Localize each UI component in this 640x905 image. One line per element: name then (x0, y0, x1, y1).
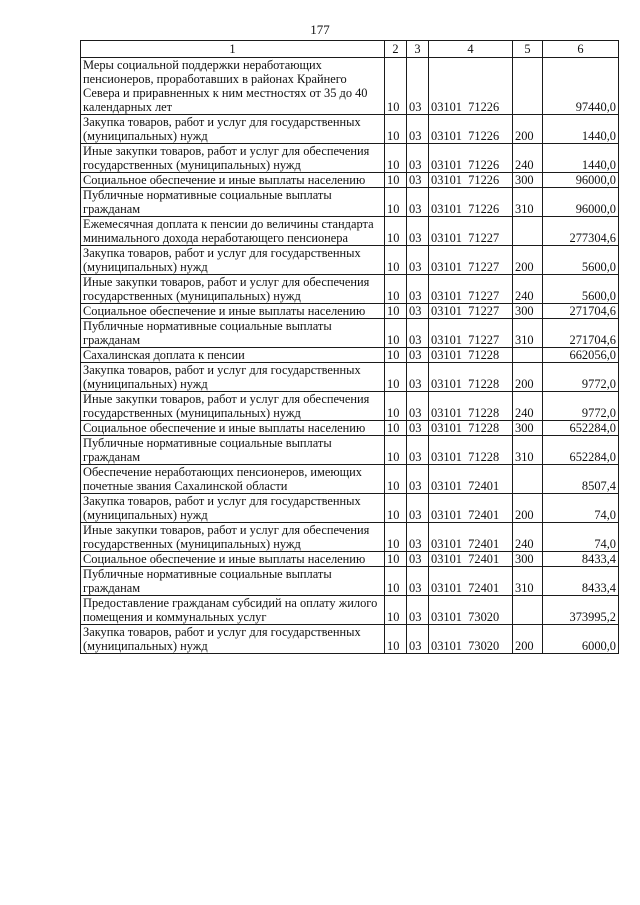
row-name-cell: Социальное обеспечение и иные выплаты населению (81, 173, 385, 188)
header-cell-name: 1 (81, 41, 385, 58)
row-section-cell: 10 (385, 217, 407, 246)
row-expense-type-cell (513, 465, 543, 494)
row-expense-type-cell: 200 (513, 246, 543, 275)
table-header-row (81, 41, 619, 58)
row-name-cell: Ежемесячная доплата к пенсии до величины стандарта минимального дохода неработающего пенсионера (81, 217, 385, 246)
row-target-article-cell: 03101 72401 (429, 523, 513, 552)
table-row (81, 348, 619, 363)
budget-table (80, 40, 619, 654)
header-cell-pr: 3 (407, 41, 429, 58)
row-sum-cell: 8507,4 (543, 465, 619, 494)
row-sum-cell: 8433,4 (543, 552, 619, 567)
row-target-article-cell: 03101 71226 (429, 115, 513, 144)
row-name-cell: Социальное обеспечение и иные выплаты населению (81, 552, 385, 567)
row-name-cell: Обеспечение неработающих пенсионеров, имеющих почетные звания Сахалинской области (81, 465, 385, 494)
row-section-cell: 10 (385, 523, 407, 552)
row-expense-type-cell: 200 (513, 494, 543, 523)
row-target-article-cell: 03101 71227 (429, 275, 513, 304)
row-name-cell: Иные закупки товаров, работ и услуг для обеспечения государственных (муниципальных) нужд (81, 144, 385, 173)
row-expense-type-cell (513, 348, 543, 363)
header-cell-csr: 4 (429, 41, 513, 58)
row-target-article-cell: 03101 71226 (429, 188, 513, 217)
row-section-cell: 10 (385, 421, 407, 436)
row-target-article-cell: 03101 71226 (429, 58, 513, 115)
table-row (81, 304, 619, 319)
table-row (81, 217, 619, 246)
row-sum-cell: 271704,6 (543, 304, 619, 319)
row-expense-type-cell: 200 (513, 363, 543, 392)
row-subsection-cell: 03 (407, 523, 429, 552)
table-row (81, 523, 619, 552)
row-subsection-cell: 03 (407, 363, 429, 392)
row-sum-cell: 8433,4 (543, 567, 619, 596)
row-sum-cell: 271704,6 (543, 319, 619, 348)
row-target-article-cell: 03101 71228 (429, 421, 513, 436)
row-sum-cell: 662056,0 (543, 348, 619, 363)
table-row (81, 246, 619, 275)
row-name-cell: Закупка товаров, работ и услуг для государственных (муниципальных) нужд (81, 494, 385, 523)
row-expense-type-cell: 240 (513, 392, 543, 421)
row-subsection-cell: 03 (407, 173, 429, 188)
row-expense-type-cell: 300 (513, 552, 543, 567)
row-name-cell: Публичные нормативные социальные выплаты гражданам (81, 319, 385, 348)
row-subsection-cell: 03 (407, 465, 429, 494)
row-expense-type-cell: 300 (513, 173, 543, 188)
row-name-cell: Закупка товаров, работ и услуг для государственных (муниципальных) нужд (81, 363, 385, 392)
table-row (81, 421, 619, 436)
table-row (81, 567, 619, 596)
row-section-cell: 10 (385, 188, 407, 217)
row-sum-cell: 652284,0 (543, 421, 619, 436)
row-target-article-cell: 03101 73020 (429, 625, 513, 654)
row-name-cell: Предоставление гражданам субсидий на оплату жилого помещения и коммунальных услуг (81, 596, 385, 625)
row-target-article-cell: 03101 71226 (429, 173, 513, 188)
row-sum-cell: 9772,0 (543, 392, 619, 421)
row-section-cell: 10 (385, 348, 407, 363)
row-section-cell: 10 (385, 173, 407, 188)
table-row (81, 363, 619, 392)
row-name-cell: Сахалинская доплата к пенсии (81, 348, 385, 363)
row-sum-cell: 1440,0 (543, 144, 619, 173)
row-expense-type-cell: 240 (513, 275, 543, 304)
row-subsection-cell: 03 (407, 144, 429, 173)
row-expense-type-cell (513, 217, 543, 246)
row-expense-type-cell: 200 (513, 625, 543, 654)
row-sum-cell: 5600,0 (543, 246, 619, 275)
row-section-cell: 10 (385, 567, 407, 596)
row-subsection-cell: 03 (407, 275, 429, 304)
row-subsection-cell: 03 (407, 217, 429, 246)
row-target-article-cell: 03101 71228 (429, 392, 513, 421)
table-row (81, 552, 619, 567)
row-expense-type-cell (513, 596, 543, 625)
row-subsection-cell: 03 (407, 115, 429, 144)
page-number: 177 (310, 22, 330, 37)
row-target-article-cell: 03101 71228 (429, 436, 513, 465)
header-cell-rz: 2 (385, 41, 407, 58)
row-section-cell: 10 (385, 552, 407, 567)
table-row (81, 188, 619, 217)
row-section-cell: 10 (385, 392, 407, 421)
row-expense-type-cell: 300 (513, 304, 543, 319)
row-sum-cell: 277304,6 (543, 217, 619, 246)
row-target-article-cell: 03101 71228 (429, 348, 513, 363)
row-section-cell: 10 (385, 319, 407, 348)
row-subsection-cell: 03 (407, 494, 429, 523)
row-expense-type-cell: 310 (513, 436, 543, 465)
row-subsection-cell: 03 (407, 567, 429, 596)
table-row (81, 275, 619, 304)
row-name-cell: Социальное обеспечение и иные выплаты населению (81, 421, 385, 436)
row-target-article-cell: 03101 71228 (429, 363, 513, 392)
row-expense-type-cell: 240 (513, 144, 543, 173)
header-cell-sum: 6 (543, 41, 619, 58)
row-target-article-cell: 03101 71227 (429, 319, 513, 348)
row-name-cell: Социальное обеспечение и иные выплаты населению (81, 304, 385, 319)
row-subsection-cell: 03 (407, 552, 429, 567)
row-subsection-cell: 03 (407, 319, 429, 348)
row-section-cell: 10 (385, 363, 407, 392)
row-sum-cell: 9772,0 (543, 363, 619, 392)
row-name-cell: Публичные нормативные социальные выплаты гражданам (81, 188, 385, 217)
row-name-cell: Публичные нормативные социальные выплаты гражданам (81, 436, 385, 465)
row-sum-cell: 1440,0 (543, 115, 619, 144)
row-section-cell: 10 (385, 246, 407, 275)
row-sum-cell: 6000,0 (543, 625, 619, 654)
row-name-cell: Иные закупки товаров, работ и услуг для обеспечения государственных (муниципальных) нужд (81, 523, 385, 552)
row-section-cell: 10 (385, 304, 407, 319)
row-subsection-cell: 03 (407, 304, 429, 319)
row-expense-type-cell: 310 (513, 567, 543, 596)
row-subsection-cell: 03 (407, 625, 429, 654)
row-name-cell: Публичные нормативные социальные выплаты гражданам (81, 567, 385, 596)
row-target-article-cell: 03101 71227 (429, 217, 513, 246)
row-subsection-cell: 03 (407, 392, 429, 421)
table-row (81, 144, 619, 173)
row-name-cell: Закупка товаров, работ и услуг для государственных (муниципальных) нужд (81, 625, 385, 654)
row-name-cell: Меры социальной поддержки неработающих пенсионеров, проработавших в районах Крайнего Севера и приравненных к ним местностях от 35 до 40 календарных лет (81, 58, 385, 115)
row-expense-type-cell: 310 (513, 188, 543, 217)
table-row (81, 58, 619, 115)
row-sum-cell: 96000,0 (543, 188, 619, 217)
row-subsection-cell: 03 (407, 246, 429, 275)
row-section-cell: 10 (385, 58, 407, 115)
row-section-cell: 10 (385, 275, 407, 304)
row-section-cell: 10 (385, 494, 407, 523)
table-row (81, 436, 619, 465)
table-row (81, 596, 619, 625)
row-sum-cell: 96000,0 (543, 173, 619, 188)
table-body (81, 58, 619, 654)
table-row (81, 465, 619, 494)
row-sum-cell: 652284,0 (543, 436, 619, 465)
row-expense-type-cell: 310 (513, 319, 543, 348)
row-sum-cell: 373995,2 (543, 596, 619, 625)
row-sum-cell: 74,0 (543, 494, 619, 523)
row-subsection-cell: 03 (407, 596, 429, 625)
row-target-article-cell: 03101 72401 (429, 494, 513, 523)
row-name-cell: Иные закупки товаров, работ и услуг для обеспечения государственных (муниципальных) нужд (81, 392, 385, 421)
row-sum-cell: 5600,0 (543, 275, 619, 304)
row-subsection-cell: 03 (407, 348, 429, 363)
table-row (81, 625, 619, 654)
table-row (81, 494, 619, 523)
row-subsection-cell: 03 (407, 188, 429, 217)
row-target-article-cell: 03101 73020 (429, 596, 513, 625)
row-sum-cell: 97440,0 (543, 58, 619, 115)
table-row (81, 173, 619, 188)
row-subsection-cell: 03 (407, 421, 429, 436)
header-cell-vr: 5 (513, 41, 543, 58)
row-expense-type-cell (513, 58, 543, 115)
table-row (81, 392, 619, 421)
table-row (81, 319, 619, 348)
row-subsection-cell: 03 (407, 58, 429, 115)
row-name-cell: Закупка товаров, работ и услуг для государственных (муниципальных) нужд (81, 115, 385, 144)
row-section-cell: 10 (385, 596, 407, 625)
row-expense-type-cell: 200 (513, 115, 543, 144)
row-expense-type-cell: 300 (513, 421, 543, 436)
row-subsection-cell: 03 (407, 436, 429, 465)
row-section-cell: 10 (385, 465, 407, 494)
row-target-article-cell: 03101 72401 (429, 567, 513, 596)
row-section-cell: 10 (385, 144, 407, 173)
row-section-cell: 10 (385, 625, 407, 654)
row-section-cell: 10 (385, 436, 407, 465)
row-target-article-cell: 03101 72401 (429, 552, 513, 567)
row-target-article-cell: 03101 71227 (429, 304, 513, 319)
row-section-cell: 10 (385, 115, 407, 144)
row-sum-cell: 74,0 (543, 523, 619, 552)
row-expense-type-cell: 240 (513, 523, 543, 552)
row-name-cell: Иные закупки товаров, работ и услуг для обеспечения государственных (муниципальных) нужд (81, 275, 385, 304)
row-target-article-cell: 03101 72401 (429, 465, 513, 494)
table-row (81, 115, 619, 144)
row-target-article-cell: 03101 71227 (429, 246, 513, 275)
row-name-cell: Закупка товаров, работ и услуг для государственных (муниципальных) нужд (81, 246, 385, 275)
row-target-article-cell: 03101 71226 (429, 144, 513, 173)
